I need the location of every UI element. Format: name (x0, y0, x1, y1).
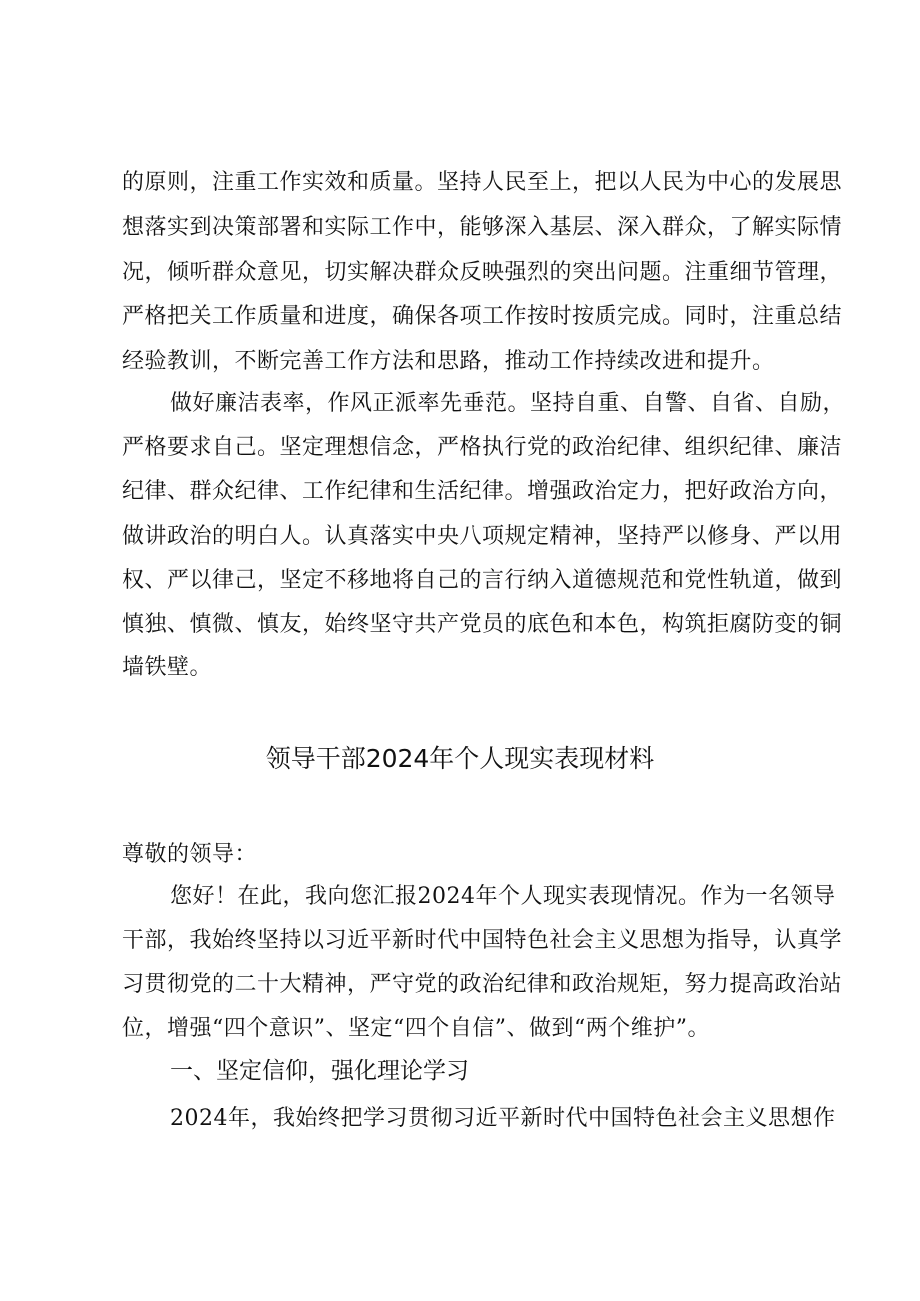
paragraph-line: 做好廉洁表率，作风正派率先垂范。坚持自重、自警、自省、自励， (170, 391, 846, 416)
section-heading: 一、坚定信仰，强化理论学习 (170, 1058, 469, 1084)
paragraph-line: 况，倾听群众意见，切实解决群众反映强烈的突出问题。注重细节管理， (122, 260, 843, 285)
paragraph-line: 经验教训，不断完善工作方法和思路，推动工作持续改进和提升。 (122, 349, 775, 374)
paragraph-line: 习贯彻党的二十大精神，严守党的政治纪律和政治规矩，努力提高政治站 (122, 972, 843, 997)
paragraph-line: 慎独、慎微、慎友，始终坚守共产党员的底色和本色，构筑拒腐防变的铜 (122, 612, 843, 637)
paragraph-line: 您好！在此，我向您汇报2024年个人现实表现情况。作为一名领导 (170, 884, 836, 909)
salutation: 尊敬的领导： (122, 842, 258, 867)
paragraph-line: 做讲政治的明白人。认真落实中央八项规定精神，坚持严以修身、严以用 (122, 524, 843, 549)
paragraph-line: 2024年，我始终把学习贯彻习近平新时代中国特色社会主义思想作 (170, 1106, 836, 1131)
paragraph-line: 想落实到决策部署和实际工作中，能够深入基层、深入群众，了解实际情 (122, 215, 843, 240)
paragraph-line: 干部，我始终坚持以习近平新时代中国特色社会主义思想为指导，认真学 (122, 928, 843, 953)
paragraph-line: 权、严以律己，坚定不移地将自己的言行纳入道德规范和党性轨道，做到 (122, 568, 843, 593)
paragraph-line: 位，增强“四个意识”、坚定“四个自信”、做到“两个维护”。 (122, 1016, 710, 1041)
paragraph-line: 严格把关工作质量和进度，确保各项工作按时按质完成。同时，注重总结 (122, 304, 843, 329)
paragraph-line: 纪律、群众纪律、工作纪律和生活纪律。增强政治定力，把好政治方向， (122, 479, 843, 504)
paragraph-line: 的原则，注重工作实效和质量。坚持人民至上，把以人民为中心的发展思 (122, 170, 843, 195)
document-title: 领导干部2024年个人现实表现材料 (265, 744, 655, 773)
paragraph-line: 墙铁壁。 (122, 655, 213, 680)
paragraph-line: 严格要求自己。坚定理想信念，严格执行党的政治纪律、组织纪律、廉洁 (122, 435, 843, 460)
